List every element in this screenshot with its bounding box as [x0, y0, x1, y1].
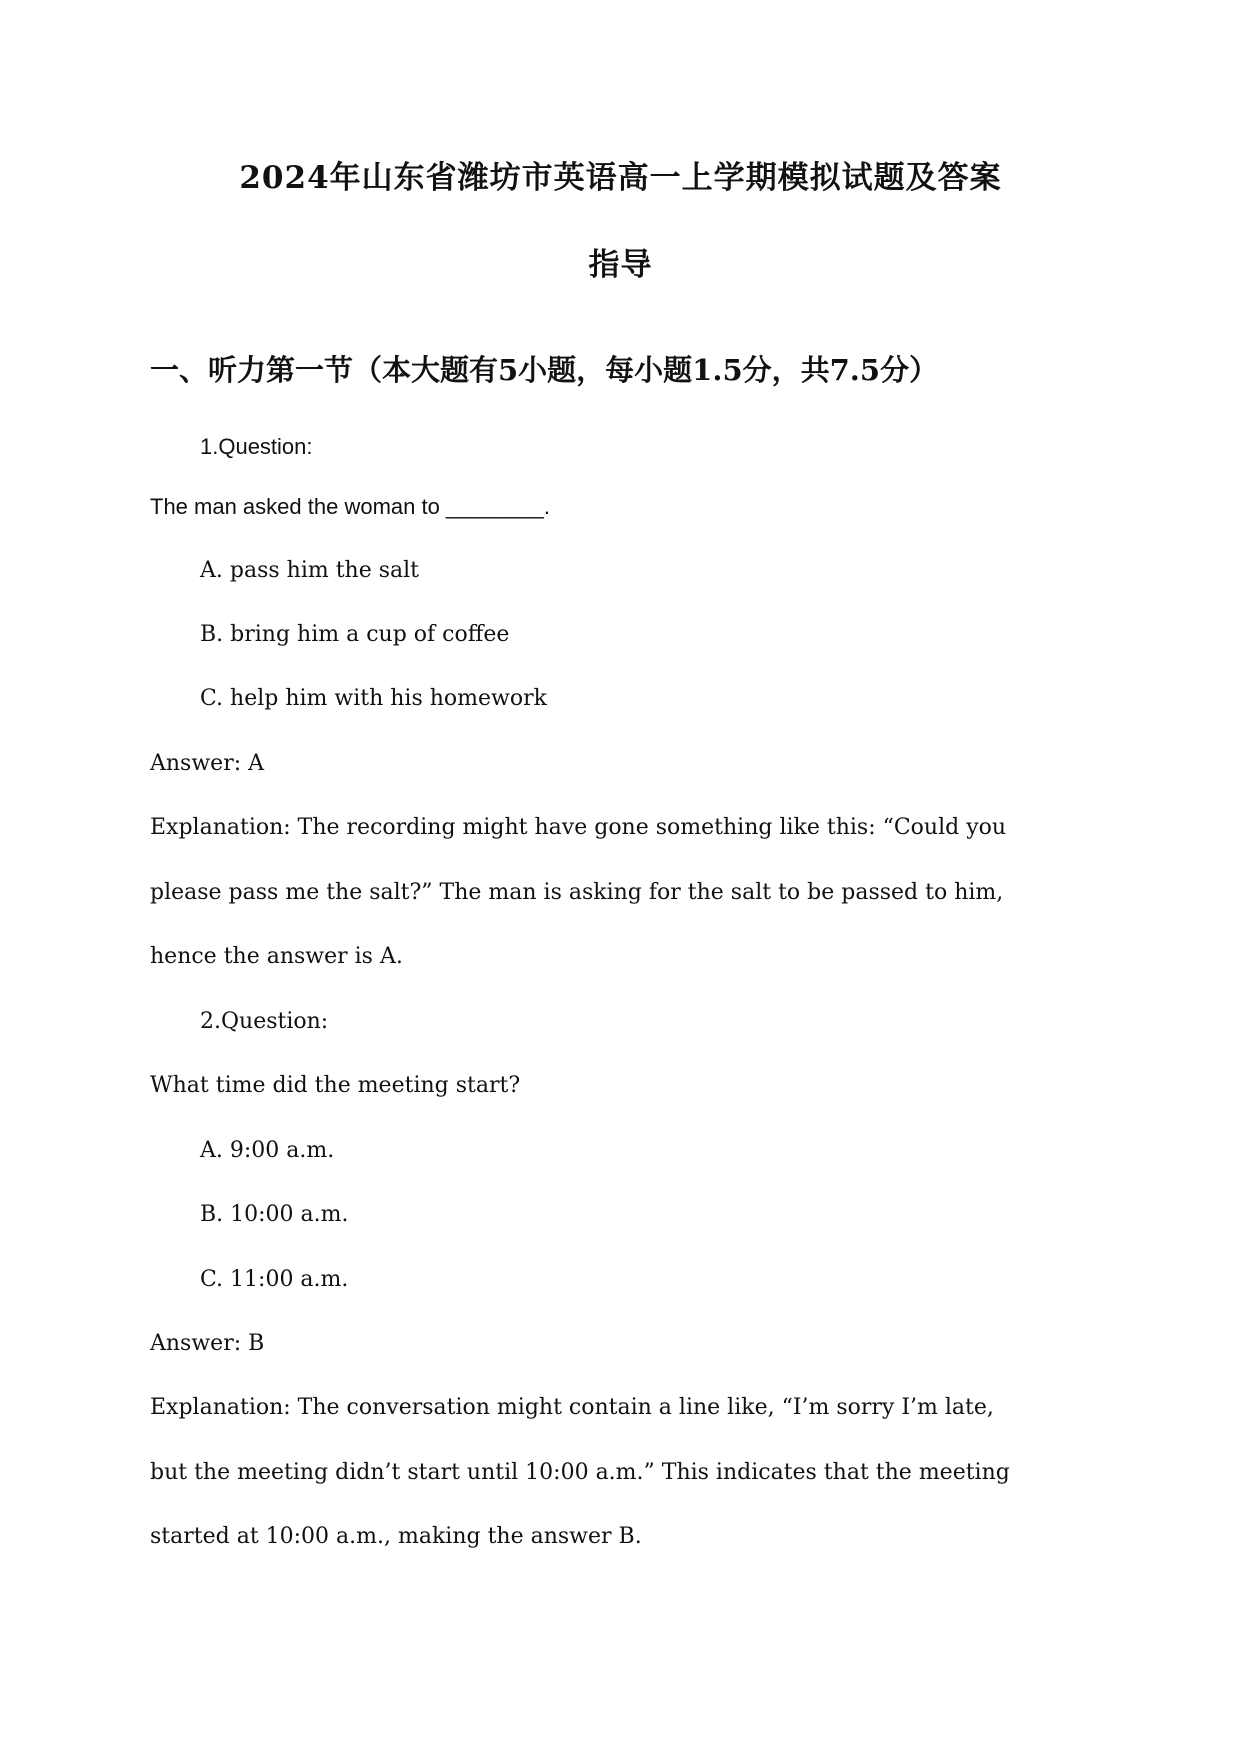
question-label: 2.Question:	[200, 1009, 329, 1034]
question-label: 1.Question:	[200, 434, 313, 459]
answer-line: Answer: B	[150, 1331, 265, 1356]
option-c: C. 11:00 a.m.	[200, 1267, 349, 1292]
explanation-line: Explanation: The recording might have gone something like this: “Could you	[150, 815, 1007, 840]
answer-line: Answer: A	[150, 751, 265, 776]
explanation-line: Explanation: The conversation might contain a line like, “I’m sorry I’m late,	[150, 1395, 994, 1420]
question-prompt: What time did the meeting start?	[150, 1073, 521, 1098]
option-b: B. bring him a cup of coffee	[200, 622, 510, 647]
document-title: 2024年山东省潍坊市英语高一上学期模拟试题及答案	[239, 160, 1002, 196]
explanation-line: started at 10:00 a.m., making the answer B.	[150, 1524, 642, 1549]
question-prompt: The man asked the woman to ________.	[150, 494, 550, 519]
option-b: B. 10:00 a.m.	[200, 1202, 349, 1227]
section-heading: 一、听力第一节（本大题有5小题，每小题1.5分，共7.5分）	[150, 353, 939, 387]
option-a: A. 9:00 a.m.	[200, 1138, 335, 1163]
explanation-line: please pass me the salt?” The man is asking for the salt to be passed to him,	[150, 880, 1004, 905]
explanation-line: but the meeting didn’t start until 10:00 a.m.” This indicates that the meeting	[150, 1460, 1010, 1485]
document-title-continuation: 指导	[588, 247, 653, 283]
option-a: A. pass him the salt	[200, 558, 420, 583]
explanation-line: hence the answer is A.	[150, 944, 403, 969]
option-c: C. help him with his homework	[200, 686, 547, 711]
